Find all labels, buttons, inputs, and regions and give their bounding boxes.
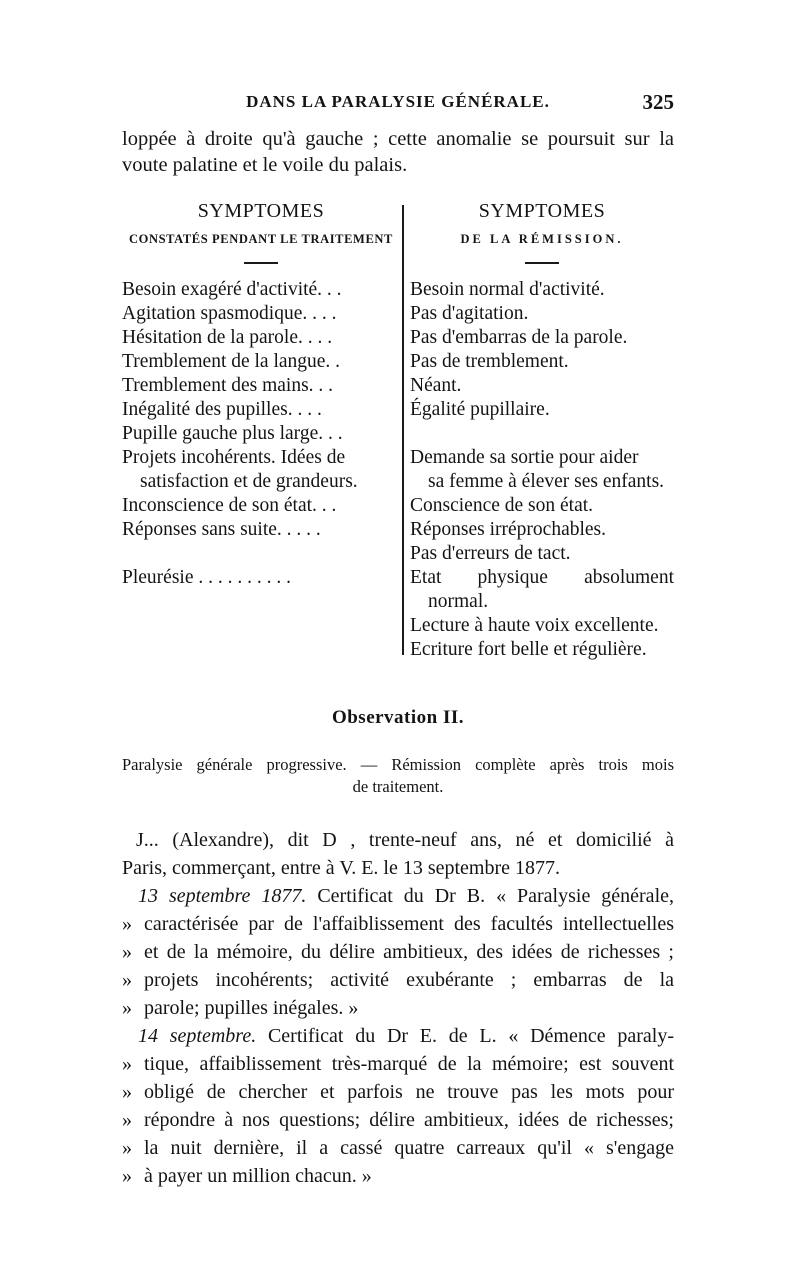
left-row: Pleurésie . . . . . . . . . . [122,567,291,588]
right-column-title: SYMPTOMES [478,200,606,222]
left-row: Tremblement de la langue. . [122,351,341,372]
left-row: Inconscience de son état. . . [122,495,337,516]
column-divider [402,205,404,655]
intro-line: loppée à droite qu'à gauche ; cette anomalie se poursuit sur la [122,128,674,150]
quoted-text: répondre à nos questions; délire ambitieux, idées de richesses; [144,1109,674,1131]
quoted-text: caractérisée par de l'affaiblissement des facultés intellectuelles [144,913,674,935]
cert2-quoted-line [122,1078,674,1106]
quote-mark: » [122,1081,132,1103]
observation-title: Observation II. [331,707,465,728]
page-number: 325 [642,90,674,114]
quoted-text: tique, affaiblissement très-marqué de la mémoire; est souvent [144,1053,674,1075]
right-row: Pas de tremblement. [410,351,569,372]
left-column-dash [244,262,278,264]
right-column-subtitle: DE LA RÉMISSION. [460,232,624,246]
right-row: Pas d'embarras de la parole. [410,327,628,348]
quote-mark: » [122,1165,132,1187]
cert2-date: 14 septembre. [138,1025,257,1047]
quoted-text: parole; pupilles inégales. » [144,997,359,1019]
left-row: Projets incohérents. Idées de [122,447,346,468]
quoted-text: projets incohérents; activité exubérante ; embarras de la [144,969,674,991]
quote-mark: » [122,997,132,1019]
right-row: Pas d'erreurs de tact. [410,543,571,564]
right-row: sa femme à élever ses enfants. [428,471,665,492]
cert1-quoted-line [122,966,674,994]
cert2-quoted-line [122,1134,674,1162]
right-row: Réponses irréprochables. [410,519,607,540]
quote-mark: » [122,1137,132,1159]
left-row: satisfaction et de grandeurs. [140,471,358,492]
observation-subtitle-line: Paralysie générale progressive. — Rémission complète après trois mois [122,755,674,774]
left-row: Réponses sans suite. . . . . [122,519,321,540]
left-row: Hésitation de la parole. . . . [122,327,333,348]
quoted-text: à payer un million chacun. » [144,1165,372,1187]
left-row: Pupille gauche plus large. . . [122,423,343,444]
cert1-date: 13 septembre 1877. [138,885,307,907]
cert1-quoted-line [122,910,674,938]
cert1-first-line [138,882,674,910]
cert1-quoted-line [122,994,674,1022]
left-column-subtitle: CONSTATÉS PENDANT LE TRAITEMENT [129,232,393,246]
right-column-dash [525,262,559,264]
right-row: Pas d'agitation. [410,303,529,324]
right-row: Besoin normal d'activité. [410,279,605,300]
cert1-quoted-line [122,938,674,966]
left-row: Agitation spasmodique. . . . [122,303,337,324]
quote-mark: » [122,1053,132,1075]
left-row: Besoin exagéré d'activité. . . [122,279,342,300]
right-row: Égalité pupillaire. [410,399,550,420]
body-line: Paris, commerçant, entre à V. E. le 13 septembre 1877. [122,857,561,879]
cert1-text: Certificat du Dr B. « Paralysie générale, [317,885,674,907]
left-column-title: SYMPTOMES [197,200,325,222]
right-row: Ecriture fort belle et régulière. [410,639,647,660]
quoted-text: et de la mémoire, du délire ambitieux, des idées de richesses ; [144,941,674,963]
quote-mark: » [122,1109,132,1131]
right-row: Néant. [410,375,462,396]
observation-subtitle-line: de traitement. [352,777,444,796]
cert2-quoted-line [122,1050,674,1078]
quote-mark: » [122,941,132,963]
quote-mark: » [122,913,132,935]
intro-line: voute palatine et le voile du palais. [122,154,408,176]
cert2-quoted-line [122,1162,674,1190]
cert2-text: Certificat du Dr E. de L. « Démence paraly- [267,1025,674,1047]
cert2-quoted-line [122,1106,674,1134]
running-title: DANS LA PARALYSIE GÉNÉRALE. [246,92,550,111]
running-head [122,92,674,120]
right-row: Etat physique absolument [410,567,674,588]
left-row: Tremblement des mains. . . [122,375,334,396]
left-row: Inégalité des pupilles. . . . [122,399,322,420]
right-row: Demande sa sortie pour aider [410,447,639,468]
right-row: Lecture à haute voix excellente. [410,615,659,636]
quoted-text: obligé de chercher et parfois ne trouve pas les mots pour [144,1081,674,1103]
right-row: Conscience de son état. [410,495,594,516]
quoted-text: la nuit dernière, il a cassé quatre carreaux qu'il « s'engage [144,1137,674,1159]
right-row: normal. [428,591,489,612]
cert2-first-line [138,1022,674,1050]
quote-mark: » [122,969,132,991]
body-line: J... (Alexandre), dit D , trente-neuf ans, né et domicilié à [136,829,674,851]
